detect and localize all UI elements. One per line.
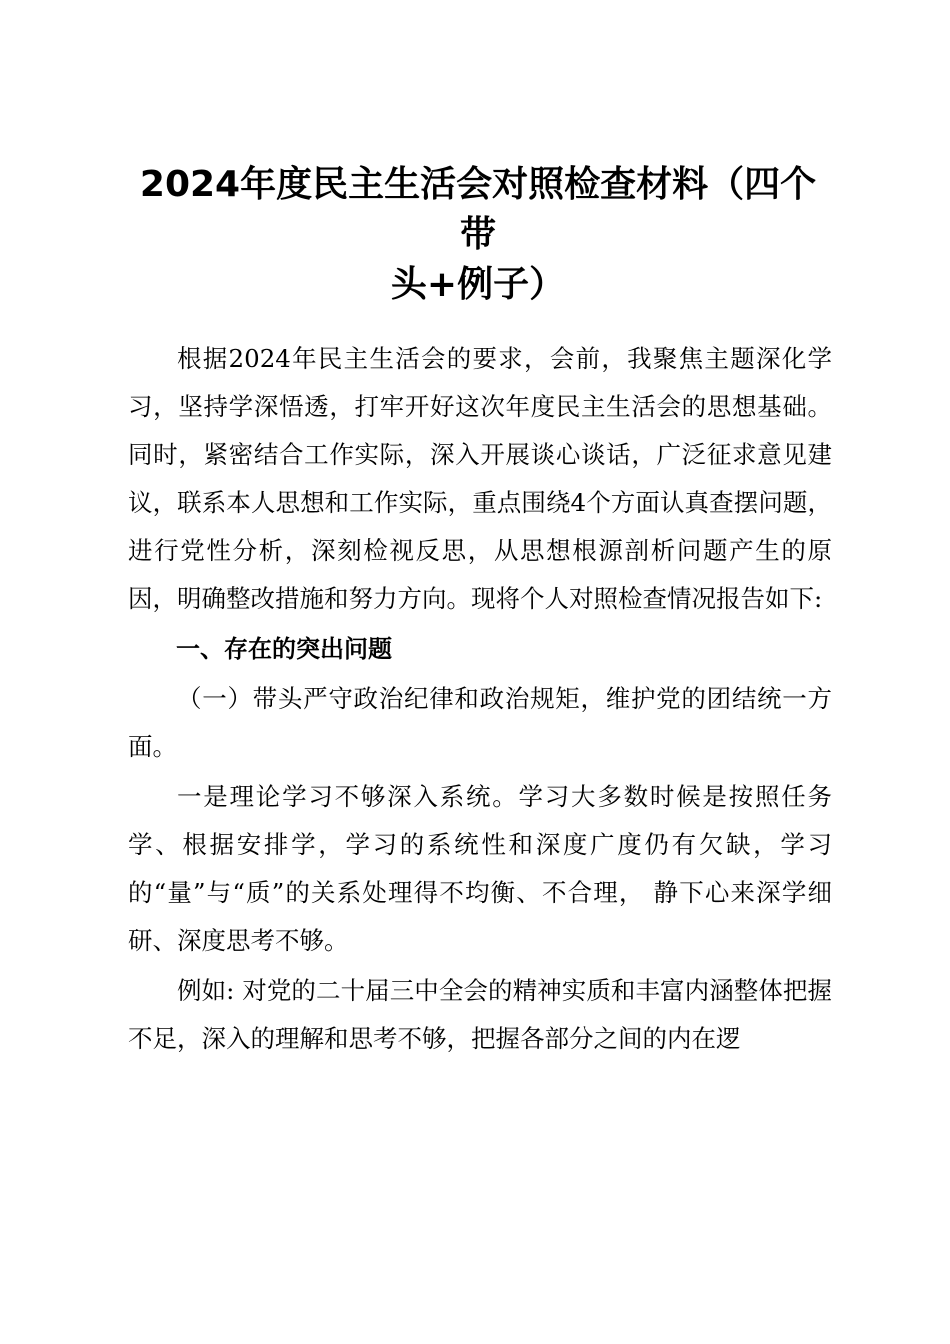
intro-paragraph: 根据2024年民主生活会的要求，会前，我聚焦主题深化学习，坚持学深悟透，打牢开好这次年度民主生活会的思想基础。同时，紧密结合工作实际，深入开展谈心谈话，广泛征求意见建议，联系本人思想和工作实际，重点围绕4个方面认真查摆问题，进行党性分析，深刻检视反思，从思想根源剖析问题产生的原因，明确整改措施和努力方向。现将个人对照检查情况报告如下:	[128, 344, 832, 613]
title-line-1: 2024年度民主生活会对照检查材料（四个带	[139, 164, 817, 255]
example-paragraph: 例如: 对党的二十届三中全会的精神实质和丰富内涵整体把握不足，深入的理解和思考不够，把握各部分之间的内在逻	[128, 976, 832, 1053]
subsection-heading: （一）带头严守政治纪律和政治规矩，维护党的团结统一方面。	[128, 684, 832, 761]
document-body	[128, 335, 832, 1063]
body-paragraph: 一是理论学习不够深入系统。学习大多数时候是按照任务学、根据安排学，学习的系统性和深度广度仍有欠缺，学习的“量”与“质”的关系处理得不均衡、不合理， 静下心来深学细研、深度思考不够。	[128, 782, 832, 955]
document-title	[128, 160, 828, 310]
section-heading: 一、存在的突出问题	[176, 635, 392, 663]
title-line-2: 头+例子）	[390, 264, 566, 305]
